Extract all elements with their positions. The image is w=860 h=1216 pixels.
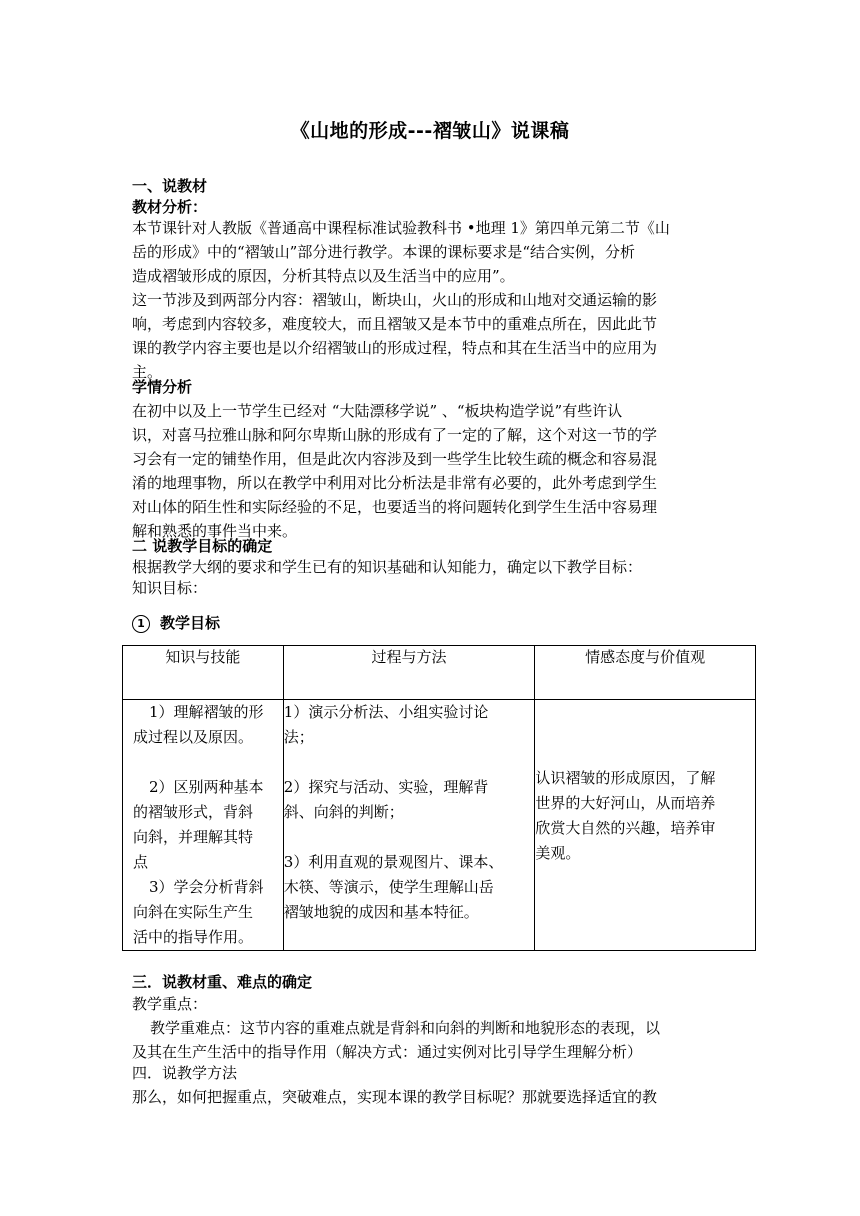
document-title: 《山地的形成---褶皱山》说课稿 — [290, 120, 570, 142]
section3-heading: 三．说教材重、难点的确定 — [132, 973, 313, 991]
cell-line: 斜、向斜的判断； — [283, 803, 404, 821]
goals-heading — [132, 613, 220, 634]
table-cell-process — [283, 700, 535, 951]
textbook-analysis-subheading: 教材分析： — [132, 198, 208, 216]
cell-line: 成过程以及原因。 — [133, 728, 254, 746]
header-knowledge: 知识与技能 — [165, 648, 241, 666]
paragraph-line: 对山体的陌生性和实际经验的不足，也要适当的将问题转化到学生生活中容易理 — [132, 498, 658, 516]
cell-line: 3）利用直观的景观图片、课本、 — [283, 853, 504, 871]
paragraph-line: 主。 — [132, 363, 163, 381]
table-cell-attitude — [535, 700, 756, 951]
cell-line: 2）区别两种基本 — [149, 778, 264, 796]
paragraph-line: 知识目标： — [132, 579, 208, 597]
cell-line: 点 — [133, 853, 149, 871]
table-header-row — [123, 646, 756, 700]
header-attitude: 情感态度与价值观 — [585, 648, 706, 666]
paragraph-line: 教学重难点：这节内容的重难点就是背斜和向斜的判断和地貌形态的表现，以 — [150, 1019, 661, 1037]
cell-line: 向斜，并理解其特 — [133, 828, 254, 846]
goals-table — [122, 645, 756, 951]
section4-heading: 四．说教学方法 — [132, 1064, 238, 1082]
paragraph-line: 习会有一定的铺垫作用，但是此次内容涉及到一些学生比较生疏的概念和容易混 — [132, 450, 658, 468]
circled-number: 1 — [132, 615, 150, 633]
paragraph-line: 根据教学大纲的要求和学生已有的知识基础和认知能力，确定以下教学目标： — [132, 558, 643, 576]
paragraph-line: 响，考虑到内容较多，难度较大，而且褶皱又是本节中的重难点所在，因此此节 — [132, 315, 658, 333]
cell-line: 木筷、等演示，使学生理解山岳 — [283, 878, 494, 896]
cell-line: 活中的指导作用。 — [133, 928, 254, 946]
paragraph-line: 课的教学内容主要也是以介绍褶皱山的形成过程，特点和其在生活当中的应用为 — [132, 339, 658, 357]
header-process: 过程与方法 — [371, 648, 447, 666]
cell-line: 法； — [283, 728, 314, 746]
cell-line: 的褶皱形式，背斜 — [133, 803, 254, 821]
student-analysis-subheading: 学情分析 — [132, 378, 193, 396]
paragraph-line: 淆的地理事物，所以在教学中利用对比分析法是非常有必要的，此外考虑到学生 — [132, 474, 658, 492]
paragraph-line: 解和熟悉的事件当中来。 — [132, 522, 298, 540]
cell-line: 认识褶皱的形成原因，了解 — [535, 769, 716, 787]
paragraph-line: 及其在生产生活中的指导作用（解决方式：通过实例对比引导学生理解分析） — [132, 1043, 643, 1061]
cell-line: 1）理解褶皱的形 — [149, 703, 264, 721]
paragraph-line: 识，对喜马拉雅山脉和阿尔卑斯山脉的形成有了一定的了解，这个对这一节的学 — [132, 426, 658, 444]
paragraph-line: 这一节涉及到两部分内容：褶皱山，断块山，火山的形成和山地对交通运输的影 — [132, 291, 658, 309]
paragraph-line: 岳的形成》中的“褶皱山”部分进行教学。本课的课标要求是“结合实例，分析 — [132, 243, 636, 261]
cell-line: 2）探究与活动、实验，理解背 — [283, 778, 489, 796]
cell-line: 欣赏大自然的兴趣，培养审 — [535, 819, 716, 837]
section2-heading: 二 说教学目标的确定 — [132, 537, 273, 555]
cell-line: 1）演示分析法、小组实验讨论 — [283, 703, 489, 721]
key-points-subheading: 教学重点： — [132, 995, 208, 1013]
paragraph-line: 在初中以及上一节学生已经对 “大陆漂移学说” 、“板块构造学说”有些许认 — [132, 402, 623, 420]
cell-line: 3）学会分析背斜 — [149, 878, 264, 896]
cell-line: 褶皱地貌的成因和基本特征。 — [283, 903, 479, 921]
table-row — [123, 700, 756, 951]
paragraph-line: 那么，如何把握重点，突破难点，实现本课的教学目标呢？那就要选择适宜的教 — [132, 1088, 658, 1106]
cell-line: 美观。 — [535, 844, 581, 862]
paragraph-line: 本节课针对人教版《普通高中课程标准试验教科书 •地理 1》第四单元第二节《山 — [132, 219, 670, 237]
paragraph-line: 造成褶皱形成的原因，分析其特点以及生活当中的应用”。 — [132, 267, 515, 285]
table-cell-knowledge — [123, 700, 284, 951]
table-header-cell — [535, 646, 756, 700]
table-header-cell — [123, 646, 284, 700]
cell-line: 世界的大好河山，从而培养 — [535, 794, 716, 812]
section1-heading: 一、说教材 — [132, 177, 208, 195]
goals-heading-label: 教学目标 — [160, 614, 221, 632]
cell-line: 向斜在实际生产生 — [133, 903, 254, 921]
table-header-cell — [283, 646, 535, 700]
